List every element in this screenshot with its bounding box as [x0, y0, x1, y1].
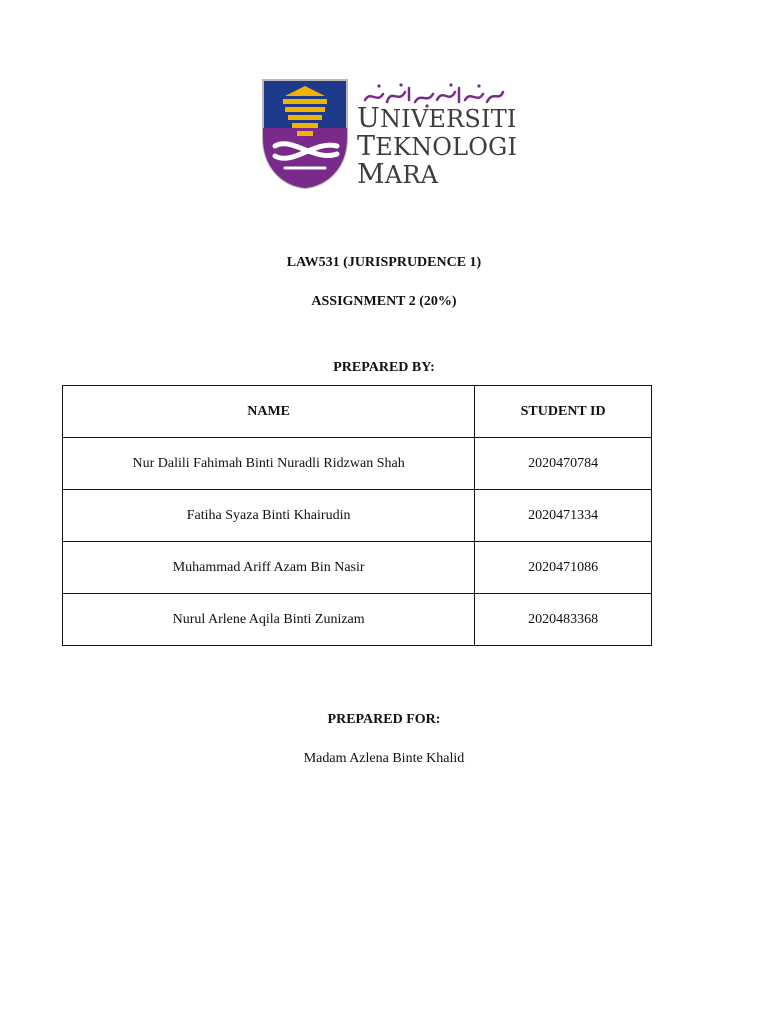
shield-emblem-icon: [259, 76, 355, 192]
student-table: [62, 385, 652, 646]
wordmark-line-3: MARA: [357, 159, 439, 190]
table-header-row: [63, 386, 652, 438]
student-name-cell: Nur Dalili Fahimah Binti Nuradli Ridzwan Shah: [63, 438, 475, 490]
student-id-cell: 2020471086: [475, 542, 652, 594]
name-column-header: NAME: [63, 386, 475, 438]
prepared-for-label: PREPARED FOR:: [327, 712, 441, 727]
university-logo: [259, 76, 518, 192]
lecturer-name: Madam Azlena Binte Khalid: [303, 751, 465, 766]
assignment-title: ASSIGNMENT 2 (20%): [311, 294, 457, 309]
table-row: [63, 490, 652, 542]
student-id-cell: 2020470784: [475, 438, 652, 490]
prepared-by-label: PREPARED BY:: [333, 360, 435, 375]
wordmark-line-1: UNIVERSITI: [357, 103, 517, 134]
student-id-cell: 2020483368: [475, 594, 652, 646]
student-id-cell: 2020471334: [475, 490, 652, 542]
table-row: [63, 594, 652, 646]
student-id-column-header: STUDENT ID: [475, 386, 652, 438]
university-wordmark: [357, 105, 517, 189]
table-row: [63, 542, 652, 594]
wordmark-line-2: TEKNOLOGI: [357, 131, 518, 162]
student-name-cell: Fatiha Syaza Binti Khairudin: [63, 490, 475, 542]
student-name-cell: Nurul Arlene Aqila Binti Zunizam: [63, 594, 475, 646]
table-row: [63, 438, 652, 490]
course-title: LAW531 (JURISPRUDENCE 1): [286, 255, 482, 270]
student-name-cell: Muhammad Ariff Azam Bin Nasir: [63, 542, 475, 594]
